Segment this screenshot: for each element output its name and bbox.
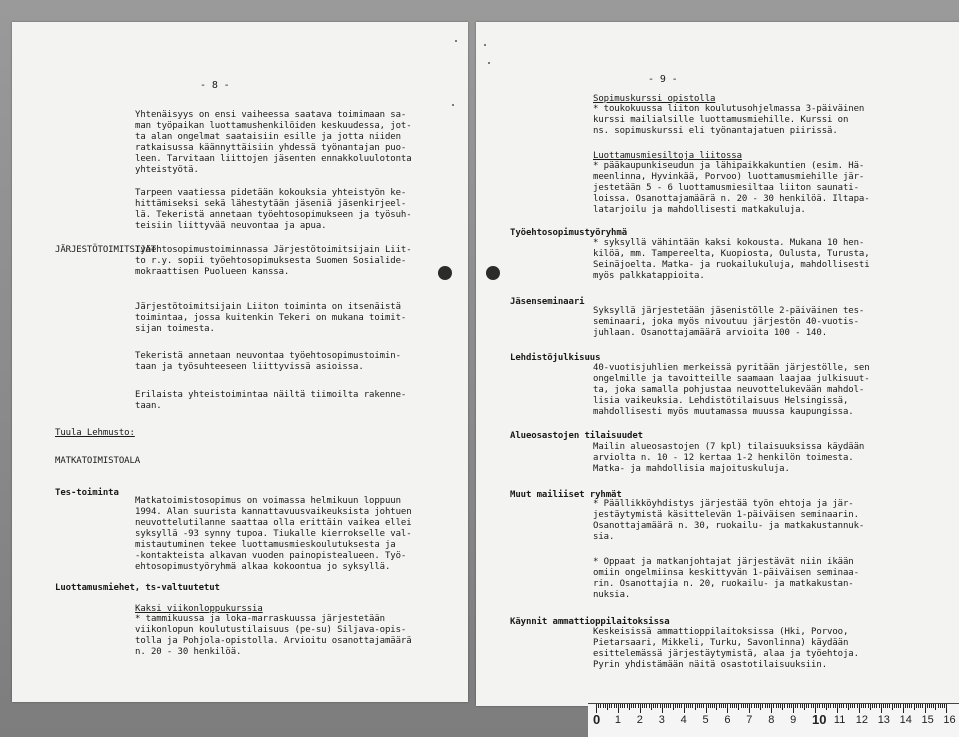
ruler-tick-minor (635, 704, 636, 708)
ruler-tick-minor (900, 704, 901, 708)
ruler-tick-minor (784, 704, 785, 708)
ruler-tick-major (749, 704, 750, 713)
ruler-tick-minor (756, 704, 757, 708)
scan-speck (455, 40, 457, 42)
ruler-tick-minor (892, 704, 893, 710)
ruler-tick-minor (611, 704, 612, 708)
ruler-tick-minor (762, 704, 763, 708)
ruler-tick-minor (833, 704, 834, 708)
ruler-tick-minor (616, 704, 617, 708)
ruler-tick-minor (633, 704, 634, 708)
ruler-label: 12 (855, 714, 869, 726)
ruler-tick-major (662, 704, 663, 713)
ruler-tick-minor (622, 704, 623, 708)
ruler-tick-minor (758, 704, 759, 708)
scan-speck (452, 104, 454, 106)
ruler-tick-minor (922, 704, 923, 708)
ruler-tick-minor (741, 704, 742, 708)
ruler-tick-minor (607, 704, 608, 710)
ruler-tick-minor (738, 704, 739, 710)
label-workgroup: Työehtosopimustyöryhmä (510, 228, 628, 238)
scan-speck (484, 44, 486, 46)
ruler-tick-minor (802, 704, 803, 708)
ruler-tick-minor (854, 704, 855, 708)
ruler-tick-minor (769, 704, 770, 708)
ruler-tick-minor (920, 704, 921, 708)
ruler-tick-minor (629, 704, 630, 710)
ruler-tick-minor (824, 704, 825, 708)
ruler-label: 8 (768, 714, 775, 726)
ruler-tick-minor (780, 704, 781, 708)
ruler-tick-minor (747, 704, 748, 708)
ruler-tick-minor (614, 704, 615, 708)
ruler-tick-minor (898, 704, 899, 708)
ruler-tick-minor (760, 704, 761, 710)
ruler-tick-minor (927, 704, 928, 708)
ruler-tick-minor (808, 704, 809, 708)
right-page-number: - 9 - (648, 74, 678, 85)
ruler-tick-minor (879, 704, 880, 708)
ruler-tick-minor (719, 704, 720, 708)
ruler-tick-minor (907, 704, 908, 708)
ruler-label: 6 (724, 714, 731, 726)
ruler-tick-minor (817, 704, 818, 708)
ruler-tick-minor (896, 704, 897, 708)
ruler-tick-minor (883, 704, 884, 708)
ruler-tick-minor (723, 704, 724, 708)
ruler-label: 5 (702, 714, 709, 726)
ruler-tick-minor (791, 704, 792, 708)
ruler-tick-minor (800, 704, 801, 708)
label-other-groups: Muut mailiiset ryhmät (510, 490, 622, 500)
ruler-tick-minor (787, 704, 788, 708)
ruler-tick-minor (870, 704, 871, 710)
ruler-tick-minor (861, 704, 862, 708)
ruler-tick-minor (664, 704, 665, 708)
ruler-tick-minor (701, 704, 702, 708)
ruler-tick-minor (743, 704, 744, 708)
binder-hole-right (486, 266, 500, 280)
ruler-tick-minor (598, 704, 599, 708)
ruler-tick-minor (712, 704, 713, 708)
ruler-tick-major (618, 704, 619, 713)
ruler-tick-minor (751, 704, 752, 708)
ruler-tick-minor (813, 704, 814, 708)
ruler-tick-minor (804, 704, 805, 710)
ruler-tick-minor (806, 704, 807, 708)
ruler-tick-minor (690, 704, 691, 708)
ruler-tick-minor (773, 704, 774, 708)
left-page-number: - 8 - (200, 80, 230, 91)
ruler-tick-major (793, 704, 794, 713)
ruler-label: 15 (921, 714, 934, 726)
ruler-tick-minor (767, 704, 768, 708)
ruler-tick-major (837, 704, 838, 713)
ruler-tick-major (946, 704, 947, 713)
ruler-tick-minor (642, 704, 643, 708)
ruler-tick-minor (839, 704, 840, 708)
ruler-tick-major (925, 704, 926, 713)
author-name: Tuula Lehmusto: (55, 428, 135, 438)
ruler-tick-minor (843, 704, 844, 708)
ruler-tick-minor (797, 704, 798, 708)
ruler-tick-minor (653, 704, 654, 708)
ruler-tick-minor (828, 704, 829, 708)
ruler-tick-minor (736, 704, 737, 708)
ruler-tick-minor (911, 704, 912, 708)
ruler-tick-minor (670, 704, 671, 708)
side-heading-tes: Tes-toiminta (55, 488, 119, 498)
ruler-tick-minor (627, 704, 628, 708)
ruler-tick-minor (795, 704, 796, 708)
ruler-tick-minor (703, 704, 704, 708)
ruler-tick-major (684, 704, 685, 713)
ruler-tick-minor (835, 704, 836, 708)
ruler-tick-minor (819, 704, 820, 708)
ruler-tick-minor (673, 704, 674, 710)
ruler-label: 9 (790, 714, 797, 726)
ruler-tick-minor (822, 704, 823, 708)
ruler-tick-minor (909, 704, 910, 708)
college-course-title: Sopimuskurssi opistolla (593, 94, 716, 104)
ruler-tick-minor (699, 704, 700, 708)
ruler-tick-minor (660, 704, 661, 708)
evenings-title: Luottamusmiesiltoja liitossa (593, 151, 742, 161)
side-heading-shop-stewards: Luottamusmiehet, ts-valtuutetut (55, 583, 220, 593)
ruler-tick-minor (863, 704, 864, 708)
ruler-tick-minor (692, 704, 693, 708)
ruler-tick-minor (609, 704, 610, 708)
label-schools: Käynnit ammattioppilaitoksissa (510, 617, 670, 627)
ruler-tick-minor (944, 704, 945, 708)
ruler-tick-minor (657, 704, 658, 708)
ruler-tick-minor (688, 704, 689, 708)
ruler-tick-minor (754, 704, 755, 708)
ruler-tick-minor (811, 704, 812, 708)
ruler-label: 4 (680, 714, 687, 726)
ruler-tick-minor (708, 704, 709, 708)
ruler-tick-minor (714, 704, 715, 708)
ruler-tick-minor (765, 704, 766, 708)
ruler-tick-minor (716, 704, 717, 710)
scan-speck (488, 62, 490, 64)
ruler-tick-minor (933, 704, 934, 708)
binder-hole-left (438, 266, 452, 280)
ruler-tick-minor (679, 704, 680, 708)
ruler-tick-minor (929, 704, 930, 708)
ruler-tick-minor (872, 704, 873, 708)
ruler-tick-major (903, 704, 904, 713)
ruler-tick-minor (675, 704, 676, 708)
ruler-tick-minor (918, 704, 919, 708)
ruler-tick-minor (677, 704, 678, 708)
ruler-tick-minor (732, 704, 733, 708)
ruler-tick-minor (826, 704, 827, 710)
ruler-label: 0 (593, 712, 601, 727)
ruler-label: 14 (899, 714, 912, 726)
ruler-tick-major (727, 704, 728, 713)
side-heading-officials: JÄRJESTÖTOIMITSIJAT (55, 245, 157, 255)
ruler-tick-minor (942, 704, 943, 708)
ruler-tick-minor (830, 704, 831, 708)
ruler-tick-minor (655, 704, 656, 708)
ruler-tick-major (859, 704, 860, 713)
ruler-tick-minor (686, 704, 687, 708)
ruler-tick-minor (914, 704, 915, 710)
ruler-tick-minor (681, 704, 682, 708)
ruler-label: 2 (636, 714, 643, 726)
measurement-ruler (588, 703, 959, 737)
ruler-tick-minor (876, 704, 877, 708)
ruler-tick-major (640, 704, 641, 713)
ruler-tick-minor (789, 704, 790, 708)
ruler-tick-minor (885, 704, 886, 708)
label-regional: Alueosastojen tilaisuudet (510, 431, 643, 441)
ruler-tick-minor (905, 704, 906, 708)
ruler-tick-minor (916, 704, 917, 708)
ruler-tick-minor (668, 704, 669, 708)
ruler-label: 10 (812, 712, 827, 727)
ruler-tick-minor (638, 704, 639, 708)
ruler-tick-minor (852, 704, 853, 708)
ruler-tick-minor (605, 704, 606, 708)
ruler-label: 16 (943, 714, 956, 726)
ruler-tick-minor (874, 704, 875, 708)
ruler-tick-minor (644, 704, 645, 708)
ruler-label: 3 (658, 714, 665, 726)
ruler-tick-minor (697, 704, 698, 708)
ruler-tick-minor (857, 704, 858, 708)
ruler-tick-minor (848, 704, 849, 710)
ruler-tick-minor (782, 704, 783, 710)
ruler-tick-minor (730, 704, 731, 708)
ruler-tick-minor (725, 704, 726, 708)
ruler-tick-minor (841, 704, 842, 708)
ruler-tick-major (706, 704, 707, 713)
ruler-tick-minor (624, 704, 625, 708)
ruler-tick-minor (649, 704, 650, 708)
weekend-course-title: Kaksi viikonloppukurssia (135, 604, 263, 614)
ruler-tick-minor (745, 704, 746, 708)
ruler-tick-minor (734, 704, 735, 708)
ruler-tick-minor (600, 704, 601, 708)
ruler-label: 13 (877, 714, 890, 726)
ruler-tick-minor (887, 704, 888, 708)
side-heading-travel-sector: MATKATOIMISTOALA (55, 456, 141, 466)
ruler-tick-minor (710, 704, 711, 708)
ruler-label: 11 (833, 714, 846, 726)
label-publicity: Lehdistöjulkisuus (510, 353, 601, 363)
ruler-tick-minor (846, 704, 847, 708)
ruler-tick-minor (868, 704, 869, 708)
ruler-tick-minor (850, 704, 851, 708)
ruler-tick-minor (695, 704, 696, 710)
ruler-tick-minor (940, 704, 941, 708)
ruler-tick-minor (889, 704, 890, 708)
ruler-tick-minor (646, 704, 647, 708)
ruler-tick-major (771, 704, 772, 713)
ruler-label: 1 (614, 714, 622, 726)
ruler-tick-minor (666, 704, 667, 708)
ruler-tick-minor (865, 704, 866, 708)
ruler-tick-minor (631, 704, 632, 708)
ruler-label: 7 (746, 714, 753, 726)
ruler-tick-minor (778, 704, 779, 708)
ruler-tick-minor (603, 704, 604, 708)
ruler-tick-minor (894, 704, 895, 708)
ruler-tick-major (881, 704, 882, 713)
ruler-tick-minor (721, 704, 722, 708)
ruler-tick-minor (935, 704, 936, 710)
ruler-tick-minor (938, 704, 939, 708)
ruler-tick-minor (651, 704, 652, 710)
label-seminar: Jäsenseminaari (510, 297, 585, 307)
ruler-tick-minor (931, 704, 932, 708)
ruler-tick-minor (620, 704, 621, 708)
ruler-tick-minor (776, 704, 777, 708)
